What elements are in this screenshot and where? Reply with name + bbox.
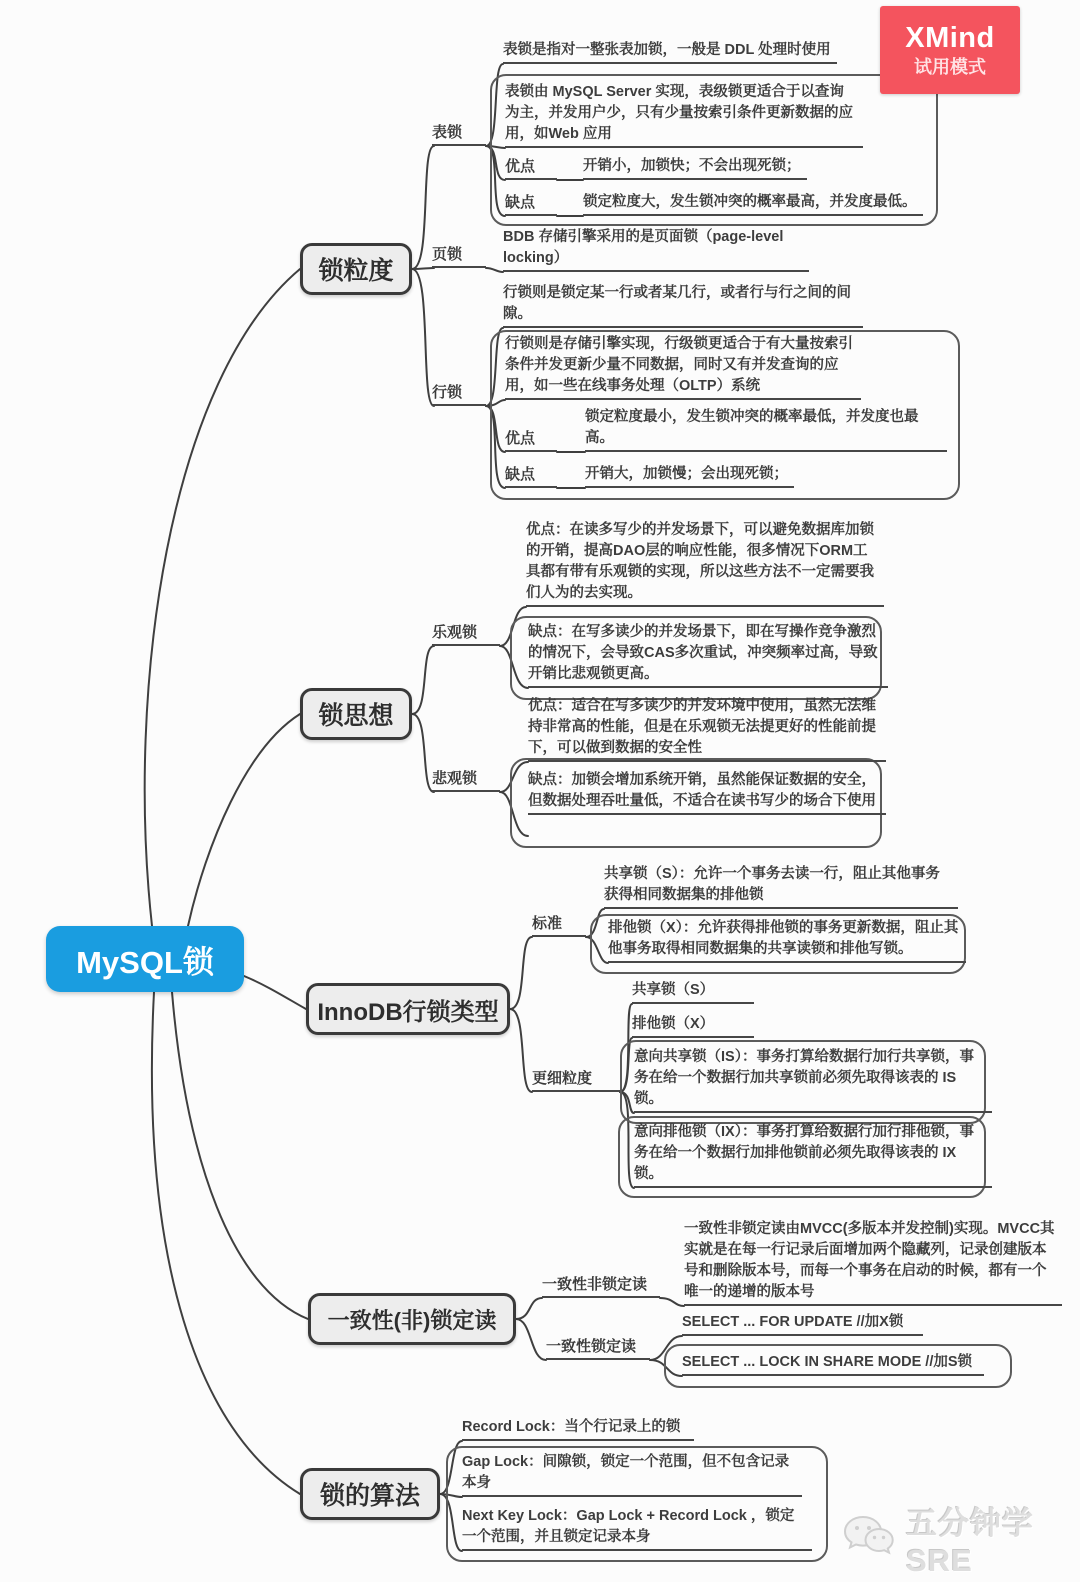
topic-consistent-read[interactable]: 一致性(非)锁定读 — [308, 1293, 516, 1345]
leaf-page-lock-def[interactable]: BDB 存储引擎采用的是页面锁（page-level locking） — [503, 227, 809, 272]
subtopic-row-pros-label[interactable]: 优点 — [505, 428, 557, 452]
leaf-shared-lock[interactable]: 共享锁（S）：允许一个事务去读一行，阻止其他事务获得相同数据集的排他锁 — [604, 864, 958, 909]
subtopic-standard[interactable]: 标准 — [532, 913, 586, 937]
leaf-record-lock[interactable]: Record Lock：当个行记录上的锁 — [462, 1417, 694, 1441]
leaf-table-lock-impl[interactable]: 表锁由 MySQL Server 实现，表级锁更适合于以查询为主，并发用户少，只有少量按索引条件更新数据的应用，如Web 应用 — [505, 82, 863, 148]
subtopic-table-lock[interactable]: 表锁 — [432, 122, 486, 146]
subtopic-nonlocking-read[interactable]: 一致性非锁定读 — [542, 1274, 660, 1298]
leaf-mvcc-desc[interactable]: 一致性非锁定读由MVCC(多版本并发控制)实现。MVCC其实就是在每一行记录后面增加两个隐藏列，记录创建版本号和删除版本号，而每一个事务在启动的时候，都有一个唯一的递增的版本号 — [684, 1219, 1062, 1306]
subtopic-optimistic-lock[interactable]: 乐观锁 — [432, 622, 500, 646]
leaf-row-pros[interactable]: 锁定粒度最小，发生锁冲突的概率最低，并发度也最高。 — [585, 407, 947, 452]
trial-mode-label: 试用模式 — [914, 57, 986, 77]
leaf-table-cons[interactable]: 锁定粒度大，发生锁冲突的概率最高，并发度最低。 — [583, 192, 923, 216]
leaf-gap-lock[interactable]: Gap Lock：间隙锁，锁定一个范围，但不包含记录本身 — [462, 1452, 802, 1497]
leaf-table-pros[interactable]: 开销小，加锁快；不会出现死锁； — [583, 156, 807, 180]
topic-innodb-row-lock-types[interactable]: InnoDB行锁类型 — [306, 983, 510, 1035]
subtopic-table-pros-label[interactable]: 优点 — [505, 156, 557, 180]
leaf-pessimistic-pros[interactable]: 优点：适合在写多读少的并发环境中使用，虽然无法维持非常高的性能，但是在乐观锁无法提更好的性能前提下，可以做到数据的安全性 — [528, 696, 886, 762]
subtopic-finer-granularity[interactable]: 更细粒度 — [532, 1068, 620, 1092]
leaf-select-for-update[interactable]: SELECT ... FOR UPDATE //加X锁 — [682, 1312, 923, 1336]
topic-lock-philosophy[interactable]: 锁思想 — [300, 688, 412, 740]
xmind-trial-badge[interactable] — [880, 6, 1020, 94]
topic-lock-granularity[interactable]: 锁粒度 — [300, 243, 412, 295]
leaf-row-lock-impl[interactable]: 行锁则是存储引擎实现，行级锁更适合于有大量按索引条件并发更新少量不同数据，同时又有并发查询的应用，如一些在线事务处理（OLTP）系统 — [505, 334, 861, 400]
subtopic-row-cons-label[interactable]: 缺点 — [505, 464, 557, 488]
root-topic-mysql-lock[interactable]: MySQL锁 — [46, 926, 244, 992]
subtopic-page-lock[interactable]: 页锁 — [432, 244, 486, 268]
leaf-table-lock-def[interactable]: 表锁是指对一整张表加锁，一般是 DDL 处理时使用 — [503, 40, 837, 64]
wechat-icon — [842, 1514, 896, 1563]
leaf-exclusive-lock[interactable]: 排他锁（X）：允许获得排他锁的事务更新数据，阻止其他事务取得相同数据集的共享读锁和排他写锁。 — [608, 918, 966, 963]
watermark-text: 五分钟学SRE — [906, 1506, 1034, 1578]
leaf-finer-shared-lock[interactable]: 共享锁（S） — [632, 980, 754, 1004]
watermark — [842, 1498, 1080, 1579]
leaf-optimistic-pros[interactable]: 优点：在读多写少的并发场景下，可以避免数据库加锁的开销，提高DAO层的响应性能，很多情况下ORM工具都有带有乐观锁的实现，所以这些方法不一定需要我们人为的去实现。 — [526, 520, 884, 607]
subtopic-row-lock[interactable]: 行锁 — [432, 382, 486, 406]
xmind-logo-text: XMind — [905, 22, 995, 54]
topic-lock-algorithms[interactable]: 锁的算法 — [300, 1468, 440, 1520]
leaf-finer-exclusive-lock[interactable]: 排他锁（X） — [632, 1014, 754, 1038]
leaf-pessimistic-cons[interactable]: 缺点：加锁会增加系统开销，虽然能保证数据的安全，但数据处理吞吐量低，不适合在读书写少的场合下使用 — [528, 770, 886, 815]
leaf-row-cons[interactable]: 开销大，加锁慢；会出现死锁； — [585, 464, 794, 488]
leaf-intention-shared-lock[interactable]: 意向共享锁（IS）：事务打算给数据行加行共享锁，事务在给一个数据行加共享锁前必须先取得该表的 IS 锁。 — [634, 1047, 992, 1113]
leaf-row-lock-def[interactable]: 行锁则是锁定某一行或者某几行，或者行与行之间的间隙。 — [503, 283, 863, 328]
subtopic-locking-read[interactable]: 一致性锁定读 — [546, 1336, 650, 1360]
leaf-intention-exclusive-lock[interactable]: 意向排他锁（IX）：事务打算给数据行加行排他锁，事务在给一个数据行加排他锁前必须先取得该表的 IX 锁。 — [634, 1122, 992, 1188]
subtopic-table-cons-label[interactable]: 缺点 — [505, 192, 557, 216]
leaf-select-lock-in-share-mode[interactable]: SELECT ... LOCK IN SHARE MODE //加S锁 — [682, 1352, 984, 1376]
subtopic-pessimistic-lock[interactable]: 悲观锁 — [432, 768, 500, 792]
leaf-optimistic-cons[interactable]: 缺点：在写多读少的并发场景下，即在写操作竞争激烈的情况下，会导致CAS多次重试，冲突频率过高，导致开销比悲观锁更高。 — [528, 622, 888, 688]
leaf-next-key-lock[interactable]: Next Key Lock：Gap Lock + Record Lock ，锁定一个范围，并且锁定记录本身 — [462, 1506, 812, 1551]
